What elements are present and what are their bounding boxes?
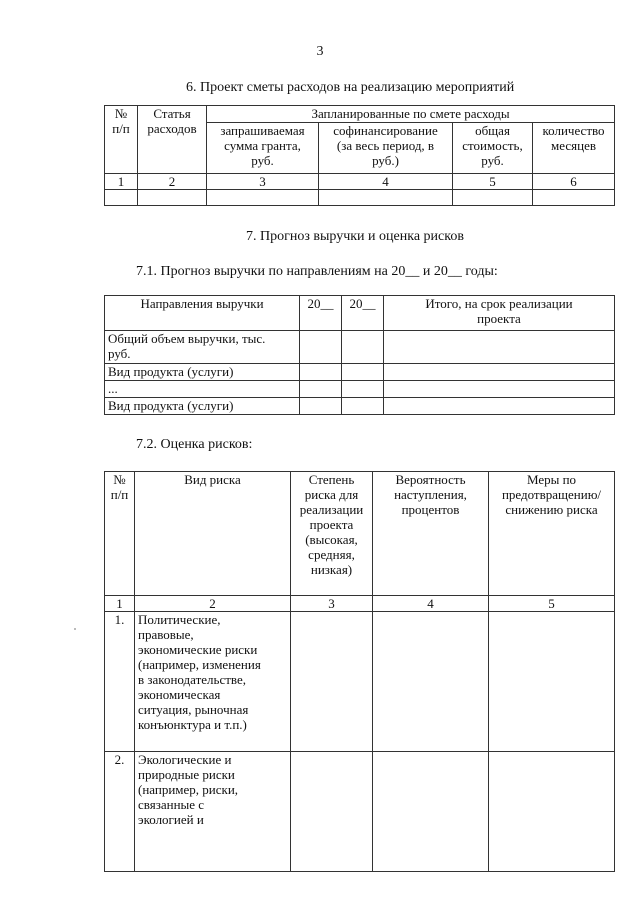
col-risk-type-header: Вид риска xyxy=(135,472,291,596)
table-row xyxy=(105,331,615,364)
table-cell xyxy=(342,381,384,398)
row-number: 2. xyxy=(105,752,135,872)
column-number: 2 xyxy=(135,596,291,612)
revenue-forecast-table xyxy=(104,295,615,415)
table-row xyxy=(105,752,615,872)
table-cell xyxy=(384,331,615,364)
col-year-1-header: 20__ xyxy=(300,296,342,331)
column-number: 3 xyxy=(291,596,373,612)
row-label: ... xyxy=(105,381,300,398)
col-months-header: количество месяцев xyxy=(533,123,615,174)
col-risk-degree-header: Степень риска для реализации проекта (высокая, средняя, низкая) xyxy=(291,472,373,596)
section-6-title: 6. Проект сметы расходов на реализацию мероприятий xyxy=(186,80,515,95)
col-num-header: № п/п xyxy=(105,472,135,596)
table-cell xyxy=(207,190,319,206)
page-number: 3 xyxy=(316,44,324,59)
column-number: 1 xyxy=(105,174,138,190)
table-cell xyxy=(291,612,373,752)
column-number: 4 xyxy=(373,596,489,612)
section-7-1-title: 7.1. Прогноз выручки по направлениям на 20__ и 20__ годы: xyxy=(136,264,498,279)
table-cell xyxy=(342,331,384,364)
table-cell xyxy=(319,190,453,206)
cost-estimate-table xyxy=(104,105,615,206)
table-cell xyxy=(384,381,615,398)
row-label: Вид продукта (услуги) xyxy=(105,364,300,381)
table-row xyxy=(105,364,615,381)
row-label: Вид продукта (услуги) xyxy=(105,398,300,415)
row-number: 1. xyxy=(105,612,135,752)
table-cell xyxy=(300,331,342,364)
empty-row xyxy=(105,190,615,206)
column-number: 6 xyxy=(533,174,615,190)
table-cell xyxy=(300,381,342,398)
section-7-2-title: 7.2. Оценка рисков: xyxy=(136,437,253,452)
column-number: 5 xyxy=(453,174,533,190)
column-numbers-row xyxy=(105,596,615,612)
column-number: 4 xyxy=(319,174,453,190)
table-cell xyxy=(342,398,384,415)
table-cell xyxy=(342,364,384,381)
col-cofinancing-header: софинансирование (за весь период, в руб.) xyxy=(319,123,453,174)
col-requested-header: запрашиваемая сумма гранта, руб. xyxy=(207,123,319,174)
col-measures-header: Меры по предотвращению/ снижению риска xyxy=(489,472,615,596)
col-total-cost-header: общая стоимость, руб. xyxy=(453,123,533,174)
table-cell xyxy=(105,190,138,206)
risk-assessment-table xyxy=(104,471,615,872)
row-label: Общий объем выручки, тыс. руб. xyxy=(105,331,300,364)
table-cell xyxy=(453,190,533,206)
planned-expenses-header: Запланированные по смете расходы xyxy=(207,106,615,123)
section-7-title: 7. Прогноз выручки и оценка рисков xyxy=(246,229,464,244)
column-number: 1 xyxy=(105,596,135,612)
table-row xyxy=(105,612,615,752)
col-probability-header: Вероятность наступления, процентов xyxy=(373,472,489,596)
table-row xyxy=(105,381,615,398)
column-numbers-row xyxy=(105,174,615,190)
column-number: 2 xyxy=(138,174,207,190)
col-direction-header: Направления выручки xyxy=(105,296,300,331)
table-cell xyxy=(489,612,615,752)
risk-description: Политические, правовые, экономические риски (например, изменения в законодательстве, экономическая ситуация, рыночная конъюнктура и т.п.) xyxy=(135,612,291,752)
table-cell xyxy=(384,398,615,415)
table-cell xyxy=(384,364,615,381)
table-cell xyxy=(300,364,342,381)
col-item-header: Статья расходов xyxy=(138,106,207,174)
table-cell xyxy=(373,612,489,752)
table-cell xyxy=(373,752,489,872)
column-number: 5 xyxy=(489,596,615,612)
table-cell xyxy=(300,398,342,415)
table-row xyxy=(105,398,615,415)
table-cell xyxy=(291,752,373,872)
table-cell xyxy=(138,190,207,206)
scan-artifact xyxy=(74,628,76,630)
col-year-2-header: 20__ xyxy=(342,296,384,331)
col-num-header: № п/п xyxy=(105,106,138,174)
risk-description: Экологические и природные риски (например, риски, связанные с экологией и xyxy=(135,752,291,872)
table-cell xyxy=(489,752,615,872)
col-total-header: Итого, на срок реализации проекта xyxy=(384,296,615,331)
column-number: 3 xyxy=(207,174,319,190)
table-cell xyxy=(533,190,615,206)
